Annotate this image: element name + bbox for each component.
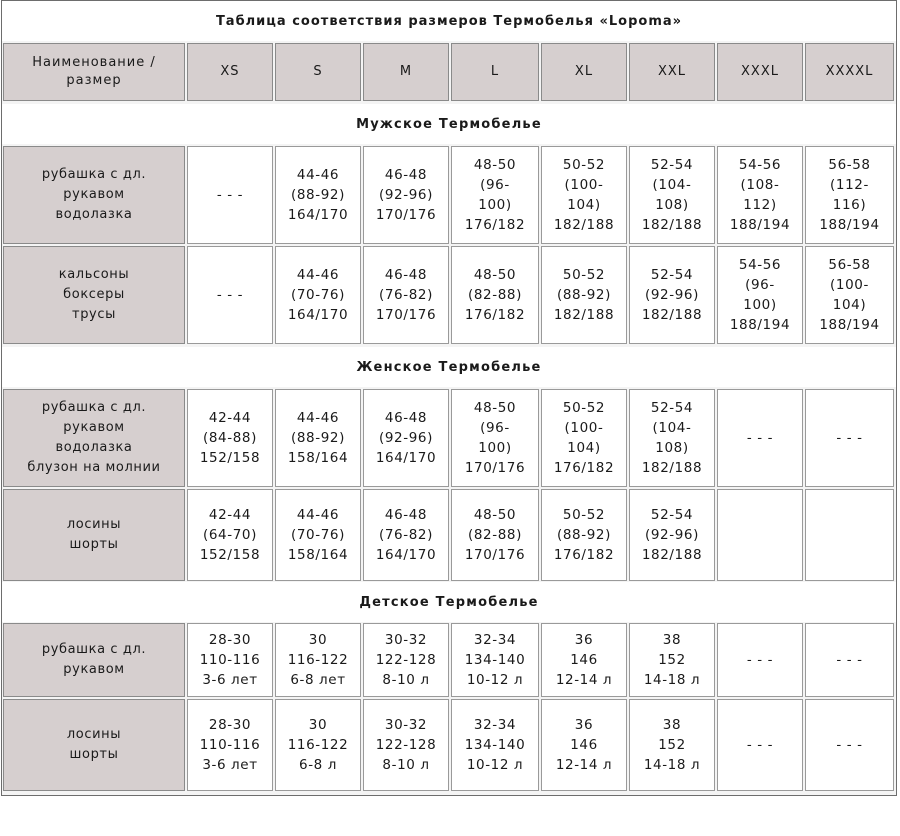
size-cell: 44-46 (88-92) 158/164 — [275, 389, 361, 487]
size-cell: 48-50 (82-88) 176/182 — [451, 246, 539, 344]
header-size-l: L — [451, 43, 539, 101]
size-cell: 32-34 134-140 10-12 л — [451, 699, 539, 791]
size-cell: - - - — [805, 623, 894, 697]
size-cell: 46-48 (76-82) 170/176 — [363, 246, 449, 344]
size-cell: 50-52 (100- 104) 182/188 — [541, 146, 627, 244]
size-cell: 50-52 (100- 104) 176/182 — [541, 389, 627, 487]
row-label: лосины шорты — [3, 489, 185, 581]
size-cell: 38 152 14-18 л — [629, 699, 715, 791]
size-cell: - - - — [805, 699, 894, 791]
header-size-xl: XL — [541, 43, 627, 101]
size-cell: 46-48 (76-82) 164/170 — [363, 489, 449, 581]
row-label: рубашка с дл. рукавом водолазка — [3, 146, 185, 244]
size-cell: 50-52 (88-92) 182/188 — [541, 246, 627, 344]
header-size-m: M — [363, 43, 449, 101]
size-cell: - - - — [717, 699, 803, 791]
size-cell: 30 116-122 6-8 л — [275, 699, 361, 791]
size-cell: 54-56 (108- 112) 188/194 — [717, 146, 803, 244]
size-cell: 30-32 122-128 8-10 л — [363, 699, 449, 791]
size-cell: 28-30 110-116 3-6 лет — [187, 699, 273, 791]
header-size-xxxxl: XXXXL — [805, 43, 894, 101]
size-cell: 52-54 (92-96) 182/188 — [629, 489, 715, 581]
size-cell: 46-48 (92-96) 164/170 — [363, 389, 449, 487]
size-cell: - - - — [717, 389, 803, 487]
header-size-xxxl: XXXL — [717, 43, 803, 101]
row-label: лосины шорты — [3, 699, 185, 791]
size-cell: 54-56 (96- 100) 188/194 — [717, 246, 803, 344]
size-cell: 30-32 122-128 8-10 л — [363, 623, 449, 697]
row-label: рубашка с дл. рукавом — [3, 623, 185, 697]
size-cell: 56-58 (112- 116) 188/194 — [805, 146, 894, 244]
size-cell: 32-34 134-140 10-12 л — [451, 623, 539, 697]
table-title: Таблица соответствия размеров Термобелья «Lopoma» — [2, 1, 896, 41]
size-cell: 48-50 (82-88) 170/176 — [451, 489, 539, 581]
size-cell: 48-50 (96- 100) 176/182 — [451, 146, 539, 244]
header-size-s: S — [275, 43, 361, 101]
size-cell: 52-54 (104- 108) 182/188 — [629, 146, 715, 244]
size-cell: 28-30 110-116 3-6 лет — [187, 623, 273, 697]
size-cell: 44-46 (88-92) 164/170 — [275, 146, 361, 244]
size-cell: 30 116-122 6-8 лет — [275, 623, 361, 697]
size-cell: 36 146 12-14 л — [541, 623, 627, 697]
row-label: рубашка с дл. рукавом водолазка блузон на молнии — [3, 389, 185, 487]
header-name-size: Наименование / размер — [3, 43, 185, 101]
size-cell: 56-58 (100- 104) 188/194 — [805, 246, 894, 344]
size-cell: 42-44 (64-70) 152/158 — [187, 489, 273, 581]
size-cell: 50-52 (88-92) 176/182 — [541, 489, 627, 581]
row-label: кальсоны боксеры трусы — [3, 246, 185, 344]
size-cell: - - - — [187, 246, 273, 344]
size-cell: - - - — [717, 623, 803, 697]
size-cell: 44-46 (70-76) 158/164 — [275, 489, 361, 581]
size-cell: 52-54 (92-96) 182/188 — [629, 246, 715, 344]
section-title: Мужское Термобелье — [2, 104, 896, 144]
size-cell — [805, 489, 894, 581]
section-title: Детское Термобелье — [2, 582, 896, 622]
size-cell: - - - — [187, 146, 273, 244]
size-cell: 38 152 14-18 л — [629, 623, 715, 697]
size-cell: 36 146 12-14 л — [541, 699, 627, 791]
size-cell: 46-48 (92-96) 170/176 — [363, 146, 449, 244]
size-cell: 42-44 (84-88) 152/158 — [187, 389, 273, 487]
size-cell — [717, 489, 803, 581]
size-cell: 44-46 (70-76) 164/170 — [275, 246, 361, 344]
header-size-xxl: XXL — [629, 43, 715, 101]
header-size-xs: XS — [187, 43, 273, 101]
size-cell: 48-50 (96- 100) 170/176 — [451, 389, 539, 487]
size-cell: 52-54 (104- 108) 182/188 — [629, 389, 715, 487]
section-title: Женское Термобелье — [2, 347, 896, 387]
size-cell: - - - — [805, 389, 894, 487]
